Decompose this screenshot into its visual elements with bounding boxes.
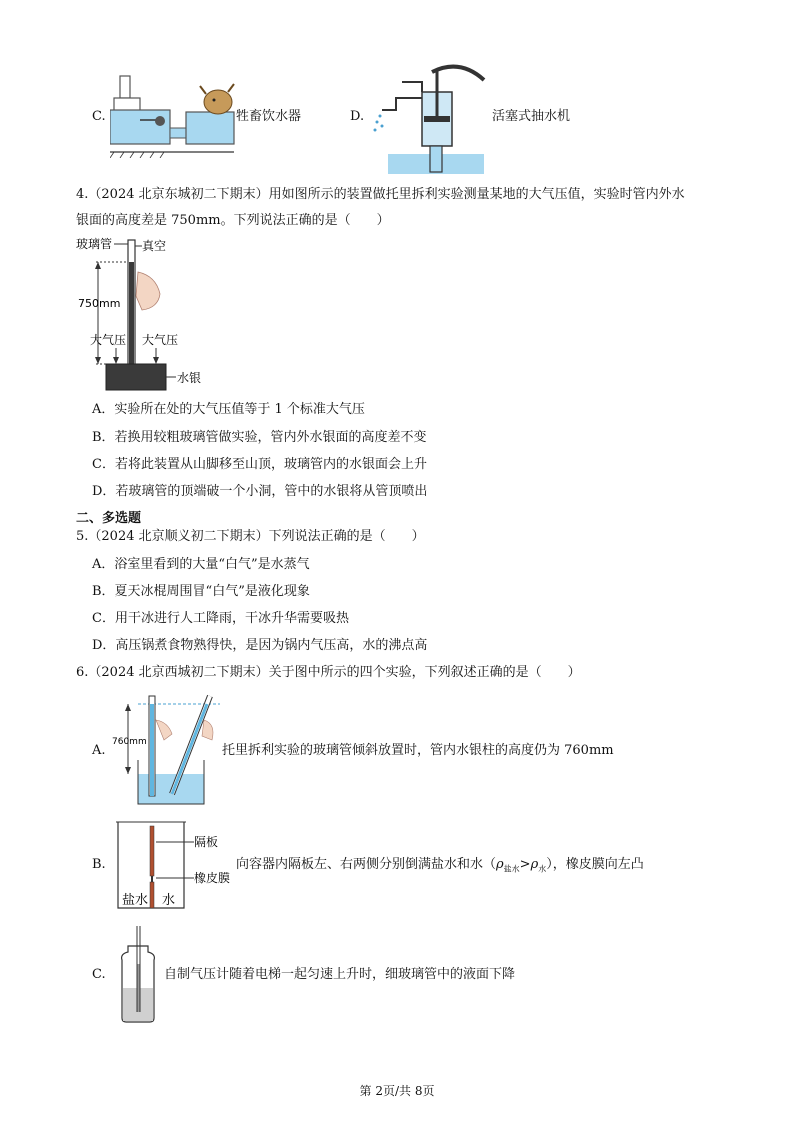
q4-option-c: C．若将此装置从山脚移至山顶，玻璃管内的水银面会上升: [92, 457, 427, 472]
rho-water-sub: 水: [538, 864, 547, 874]
section-multi-choice-heading: 二、多选题: [76, 511, 142, 526]
option-d-caption: 活塞式抽水机: [492, 109, 571, 124]
page-footer: 第 2页/共 8页: [359, 1084, 435, 1098]
q5-option-b: B．夏天冰棍周围冒“白气”是液化现象: [92, 584, 310, 599]
water-label: 水: [162, 893, 176, 908]
q5-stem: 5.（2024 北京顺义初二下期末）下列说法正确的是（ ）: [76, 529, 425, 544]
q6-b-container-figure: [116, 818, 236, 910]
livestock-drinker-figure: [110, 72, 238, 158]
partition-label: 隔板: [194, 835, 219, 849]
q6-option-a-text: 托里拆利实验的玻璃管倾斜放置时，管内水银柱的高度仍为 760mm: [222, 743, 614, 758]
q5-option-c: C．用干冰进行人工降雨，干冰升华需要吸热: [92, 611, 349, 626]
rho-saltwater: ρ: [496, 857, 504, 872]
option-d-label: D.: [350, 109, 365, 124]
q5-option-a: A．浴室里看到的大量“白气”是水蒸气: [92, 557, 310, 572]
q5-option-d: D．高压锅煮食物熟得快，是因为锅内气压高，水的沸点高: [92, 638, 428, 653]
rho-water: ρ: [530, 857, 539, 872]
option-c-caption: 牲畜饮水器: [236, 109, 302, 124]
rho-saltwater-sub: 盐水: [503, 864, 520, 874]
q4-stem-line1: 4.（2024 北京东城初二下期末）用如图所示的装置做托里拆利实验测量某地的大气压值，实验时管内外水: [76, 187, 685, 202]
piston-pump-figure: [372, 62, 488, 174]
q6-stem: 6.（2024 北京西城初二下期末）关于图中所示的四个实验，下列叙述正确的是（ ）: [76, 665, 581, 680]
height-750-label: 750mm: [78, 297, 121, 310]
q6-option-b-label: B.: [92, 857, 106, 872]
saltwater-label: 盐水: [122, 893, 149, 908]
q6-option-c-label: C.: [92, 967, 106, 982]
greater-than: >: [519, 857, 531, 872]
atm-left-label: 大气压: [90, 333, 127, 347]
q6-b-text-post: ），橡皮膜向左凸: [546, 857, 644, 872]
q4-option-d: D．若玻璃管的顶端破一个小洞，管中的水银将从管顶喷出: [92, 484, 428, 499]
option-c-label: C.: [92, 109, 106, 124]
q6-option-b-text: [236, 856, 644, 879]
glass-tube-label: 玻璃管: [76, 237, 113, 251]
q6-option-c-text: 自制气压计随着电梯一起匀速上升时，细玻璃管中的液面下降: [164, 967, 516, 982]
q6-a-tilted-tube-figure: [112, 690, 224, 808]
q6-c-barometer-figure: [114, 924, 164, 1024]
rubber-membrane-label: 橡皮膜: [194, 871, 231, 885]
vacuum-label: 真空: [142, 239, 167, 253]
q6-b-text-pre: 向容器内隔板左、右两侧分别倒满盐水和水（: [236, 857, 497, 872]
q4-stem-line2: 银面的高度差是 750mm。下列说法正确的是（ ）: [76, 213, 390, 228]
q4-option-b: B．若换用较粗玻璃管做实验，管内外水银面的高度差不变: [92, 430, 427, 445]
atm-right-label: 大气压: [142, 333, 179, 347]
q4-torricelli-figure: [76, 236, 216, 394]
mercury-label: 水银: [177, 371, 202, 385]
q6-option-a-label: A.: [92, 743, 106, 758]
q4-option-a: A．实验所在处的大气压值等于 1 个标准大气压: [92, 402, 365, 417]
height-760-label: 760mm: [112, 737, 147, 747]
